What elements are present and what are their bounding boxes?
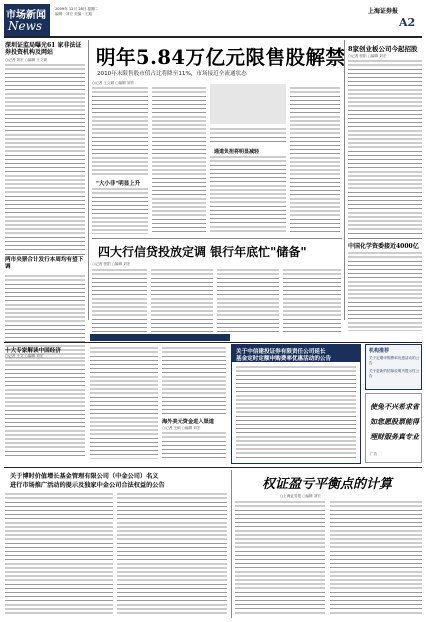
top-left-byline: ○记者 刘宏 ○编辑 王文硕 [5,58,48,62]
lead-side-head: "大小非"明显上升 [96,181,141,187]
lead-col-4 [290,86,340,234]
stock-line-2: 关于更新的招募说明书提示性公告 [369,369,420,378]
notice-line-1: 关于中信建投证券有限责任公司延长 [236,349,326,355]
notice-box [231,344,361,464]
ad-label: 广告 [370,452,378,456]
left-second-title: 两市央票合计发行本周均有望下调 [5,257,84,270]
mid-small-body [162,431,226,459]
lead-sub-head: 通道负担将明显减轻 [214,149,260,155]
lead-title: 明年5.84万亿元限售股解禁 [96,46,346,69]
lead-col-3 [210,127,286,145]
ad-line-3: 理财服务真专业 [370,432,419,441]
bottom-left-title-1: 关于博时价值增长基金管理有限公司（中金公司）名义 [10,473,159,480]
divider [348,238,422,239]
stock-label: 机构推荐 [369,348,390,354]
bottom-right-title: 权证盈亏平衡点的计算 [262,477,393,492]
bottom-left-col-2 [117,492,227,616]
mid-small-title: 海外美元资金进入渠道 [162,419,214,425]
lead-subtitle: 2010年末限售股市值占比将降至11%，市场接近全流通状态 [97,71,247,77]
top-left-title: 深圳证监局曝光61 家非法证券投资机构及网站 [5,42,82,56]
right-second-body [348,251,422,331]
divider [92,238,342,239]
section-title: 市场新闻 [6,10,46,21]
divider [88,40,89,320]
editor-line: 编辑：刘宏 美编：王旭 [55,12,93,16]
mid-band [90,334,230,341]
top-left-body [5,63,85,251]
second-col-3 [217,268,279,332]
notice-line-2: 基金定时定额申购费率优惠活动的公告 [236,356,332,362]
masthead-rule [4,36,422,38]
bottom-right-subhead: ○上海证券报 ○编辑 刘宏 [280,494,321,498]
divider [344,40,345,320]
divider [4,342,422,343]
dateline: 2009年 12月 28日 星期二 [55,7,99,11]
mid-small-byline: ○记者 王硕 ○编辑 刘宏 [162,426,201,430]
second-col-2 [151,268,213,332]
second-story-title: 四大行信贷投放定调 银行年底忙"储备" [98,245,307,259]
right-title: 8家创业板公司今起招股 [348,45,418,53]
lead-col-2 [152,86,206,234]
paper-name: 上海证券报 [368,8,399,15]
lead-col-3b [210,155,286,234]
page-number: A2 [399,16,416,29]
shenzhen-byline: ○记者 王文 ○编辑 刘宏 [5,354,44,358]
right-second-title: 中国化学资委接近4000亿 [348,243,419,250]
bottom-right-col-1 [235,500,325,616]
notice-body [236,365,356,459]
ad-line-1: 使兔不兴希求省 [370,402,419,411]
bottom-left-title-2: 进行市场推广活动的提示及独家中金公司合法权益的公告 [10,482,165,489]
mid-col-1 [90,346,158,459]
right-body [348,59,422,235]
bottom-right-col-2 [330,500,422,616]
stock-line-1: 关于定增申购费率优惠活动的公告 [369,356,420,365]
lead-col-1b [92,187,148,234]
mid-col-2 [162,346,226,414]
section-title-en: News [8,19,43,33]
ad-box [365,393,422,463]
ad-line-2: 如您愿股票能得 [370,417,419,426]
divider [5,254,85,255]
shenzhen-body [5,359,85,459]
lead-byline: ○记者 王文硕 ○编辑 刘宏 [92,81,135,85]
second-story-byline: ○记者 张阳 ○编辑 刘宏 [92,262,131,266]
lead-photo [210,84,286,124]
shenzhen-title: 十大专家解读中国经济 [5,348,61,354]
divider [231,470,232,618]
right-byline: ○记者 张阳 ○编辑 刘宏 [348,54,387,58]
divider [4,467,422,468]
bottom-left-col-1 [5,492,113,616]
second-col-1 [92,268,147,332]
lead-col-1 [92,86,148,176]
stock-box [365,344,422,390]
second-col-4 [283,268,341,332]
